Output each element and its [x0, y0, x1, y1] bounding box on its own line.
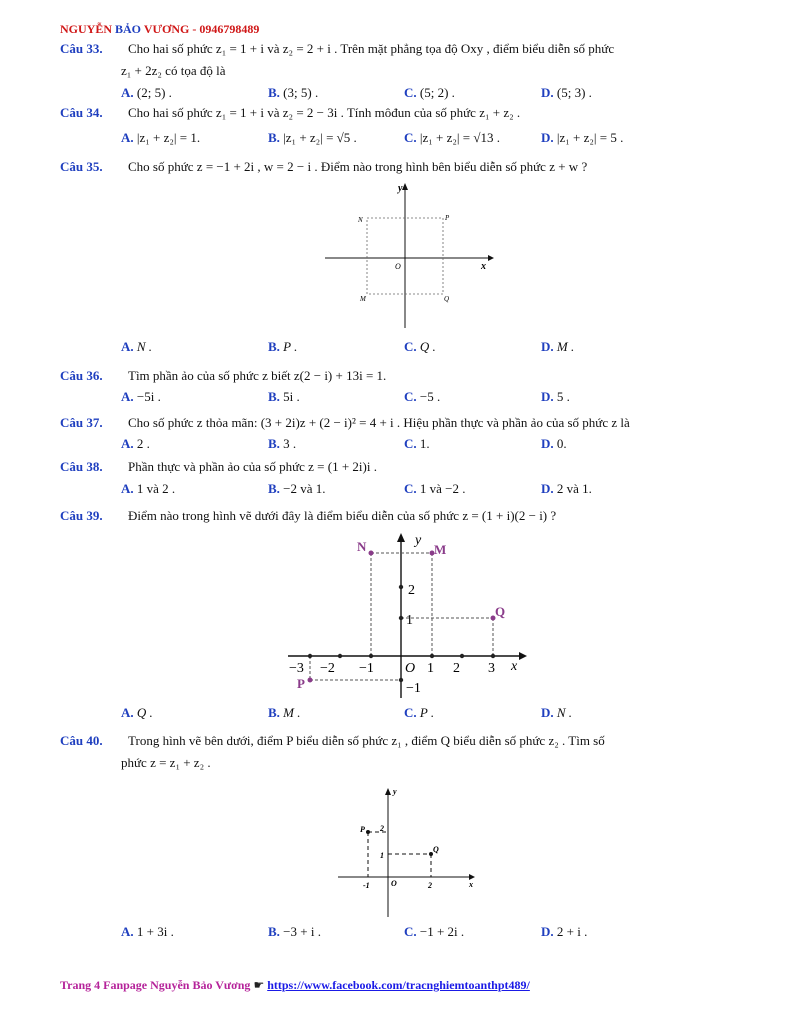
option-letter: C.: [404, 130, 417, 145]
axis-dot: [399, 585, 403, 589]
dashed-guides: [368, 832, 431, 877]
q37-number: Câu 37.: [60, 415, 103, 430]
x-label: x: [511, 659, 518, 674]
option-text: 1 + 3i .: [136, 924, 174, 939]
page-footer: [60, 978, 530, 993]
option-text: M .: [283, 705, 301, 720]
option-letter: A.: [121, 339, 134, 354]
q33-option-a[interactable]: [121, 85, 172, 101]
origin-label: O: [395, 262, 401, 271]
xtick-2: 2: [428, 881, 432, 890]
point-n-label: N: [357, 539, 367, 554]
xtick-neg2: −2: [320, 661, 335, 676]
option-text: 1.: [419, 436, 430, 451]
option-letter: C.: [404, 85, 417, 100]
option-letter: A.: [121, 85, 134, 100]
option-text: M .: [556, 339, 575, 354]
q34-option-c[interactable]: [404, 130, 500, 146]
option-text: |z₁ + z₂| = √5 .: [283, 130, 357, 145]
x-label: x: [469, 880, 473, 889]
q36-option-c[interactable]: [404, 389, 440, 405]
axis-dot: [399, 616, 403, 620]
option-text: P .: [283, 339, 298, 354]
option-text: Q .: [419, 339, 436, 354]
axis-dot: [338, 654, 342, 658]
axis-dot: [308, 654, 312, 658]
q33-option-b[interactable]: [268, 85, 318, 101]
q38-option-a[interactable]: [121, 481, 175, 497]
option-letter: C.: [404, 436, 417, 451]
point-p: [308, 678, 313, 683]
option-letter: C.: [404, 481, 417, 496]
y-label: y: [393, 787, 397, 796]
option-letter: A.: [121, 481, 134, 496]
q33-text-line2: z₁ + 2z₂ có tọa độ là: [121, 63, 226, 78]
option-text: (5; 2) .: [419, 85, 455, 100]
point-q-label: Q: [433, 845, 439, 854]
option-letter: B.: [268, 705, 280, 720]
ytick-1: 1: [406, 613, 413, 628]
q34-option-d[interactable]: [541, 130, 623, 146]
q39-text-line1: Điểm nào trong hình vẽ dưới đây là điểm biểu diễn của số phức z = (1 + i)(2 − i) ?: [128, 508, 557, 523]
ytick-2: 2: [408, 583, 415, 598]
option-text: P .: [419, 705, 435, 720]
option-text: 1 và 2 .: [136, 481, 176, 496]
q36-number: Câu 36.: [60, 368, 103, 383]
option-letter: C.: [404, 339, 417, 354]
axis-dot: [369, 654, 373, 658]
q35-option-c[interactable]: [404, 339, 436, 355]
option-text: 2 + i .: [556, 924, 588, 939]
q38-option-c[interactable]: [404, 481, 466, 497]
q40-figure: [335, 785, 485, 920]
q38-option-b[interactable]: [268, 481, 326, 497]
y-axis-arrow: [402, 183, 408, 190]
header-part1: NGUYỄN: [60, 22, 113, 36]
q35-figure: [320, 180, 500, 332]
y-label: y: [415, 533, 422, 548]
option-text: −1 + 2i .: [419, 924, 465, 939]
q33-text-line1: Cho hai số phức z₁ = 1 + i và z₂ = 2 + i . Trên mặt phẳng tọa độ Oxy , điểm biểu diễn số phức: [128, 41, 615, 56]
q34-option-b[interactable]: [268, 130, 357, 146]
option-letter: D.: [541, 339, 554, 354]
q40-text-line1: Trong hình vẽ bên dưới, điểm P biểu diễn số phức z₁ , điểm Q biểu diễn số phức z₂ . Tìm số: [128, 733, 605, 748]
q35-option-a[interactable]: [121, 339, 152, 355]
option-text: |z₁ + z₂| = 5 .: [556, 130, 624, 145]
q40-number: Câu 40.: [60, 733, 103, 748]
option-letter: A.: [121, 436, 134, 451]
option-text: (2; 5) .: [136, 85, 172, 100]
xtick-1: 1: [427, 661, 434, 676]
option-letter: B.: [268, 389, 280, 404]
option-text: |z₁ + z₂| = √13 .: [419, 130, 500, 145]
point-n: [369, 551, 374, 556]
option-letter: B.: [268, 130, 280, 145]
option-text: 0.: [556, 436, 567, 451]
xtick-2: 2: [453, 661, 460, 676]
axis-dot: [460, 654, 464, 658]
y-label: y: [398, 183, 403, 194]
option-text: Q .: [136, 705, 153, 720]
axis-dot: [430, 654, 434, 658]
q34-option-a[interactable]: [121, 130, 200, 146]
option-letter: B.: [268, 436, 280, 451]
q38-number: Câu 38.: [60, 459, 103, 474]
option-text: −5 .: [419, 389, 441, 404]
option-letter: D.: [541, 85, 554, 100]
y-axis-arrow: [397, 533, 405, 542]
q37-option-b[interactable]: [268, 436, 296, 452]
option-letter: B.: [268, 924, 280, 939]
point-p-label: P: [445, 214, 450, 222]
y-axis-arrow: [385, 788, 391, 795]
q37-option-a[interactable]: [121, 436, 150, 452]
option-letter: A.: [121, 389, 134, 404]
option-letter: B.: [268, 481, 280, 496]
point-p-label: P: [297, 676, 305, 691]
option-text: 2 và 1.: [556, 481, 592, 496]
origin-label: O: [391, 879, 397, 888]
xtick-neg3: −3: [289, 661, 304, 676]
q33-number: Câu 33.: [60, 41, 103, 56]
xtick-3: 3: [488, 661, 495, 676]
q40-option-b[interactable]: [268, 924, 321, 940]
q36-text-line1: Tìm phần ảo của số phức z biết z(2 − i) + 13i = 1.: [128, 368, 387, 383]
q35-number: Câu 35.: [60, 159, 103, 174]
option-text: N .: [136, 339, 153, 354]
x-axis-arrow: [519, 652, 527, 660]
xtick-neg1: −1: [359, 661, 374, 676]
q33-option-c[interactable]: [404, 85, 455, 101]
point-m-label: M: [434, 542, 447, 557]
q37-option-d[interactable]: [541, 436, 567, 452]
option-text: 5i .: [283, 389, 300, 404]
q39-option-d[interactable]: [541, 705, 572, 721]
pointing-hand-icon: ☛: [253, 978, 265, 992]
option-letter: D.: [541, 481, 554, 496]
option-letter: C.: [404, 924, 417, 939]
option-letter: D.: [541, 705, 554, 720]
header-part2: BẢO: [115, 22, 142, 36]
q37-option-c[interactable]: [404, 436, 430, 452]
q40-option-a[interactable]: [121, 924, 174, 940]
q36-option-b[interactable]: [268, 389, 300, 405]
q35-option-b[interactable]: [268, 339, 297, 355]
option-text: −3 + i .: [283, 924, 321, 939]
header-part3: VƯƠNG - 0946798489: [143, 22, 260, 36]
ytick-1: 1: [380, 851, 384, 860]
option-letter: D.: [541, 924, 554, 939]
footer-text: Trang 4 Fanpage Nguyễn Bảo Vương: [60, 978, 251, 992]
page-header: [60, 22, 259, 37]
axis-dot: [399, 678, 403, 682]
point-p: [366, 830, 370, 834]
q34-text-line1: Cho hai số phức z₁ = 1 + i và z₂ = 2 − 3i . Tính môđun của số phức z₁ + z₂ .: [128, 105, 521, 120]
option-text: N .: [556, 705, 573, 720]
option-text: (5; 3) .: [556, 85, 592, 100]
option-text: 1 và −2 .: [419, 481, 466, 496]
q36-option-a[interactable]: [121, 389, 161, 405]
point-p-label: P: [360, 825, 365, 834]
option-letter: B.: [268, 85, 280, 100]
origin-label: O: [405, 661, 416, 676]
q40-option-d[interactable]: [541, 924, 587, 940]
option-text: 5 .: [556, 389, 570, 404]
option-letter: C.: [404, 705, 417, 720]
point-q-label: Q: [495, 604, 506, 619]
point-m-label: M: [360, 295, 366, 303]
option-letter: A.: [121, 705, 134, 720]
q33-option-d[interactable]: [541, 85, 592, 101]
option-letter: A.: [121, 924, 134, 939]
option-text: |z₁ + z₂| = 1.: [136, 130, 201, 145]
axis-dot: [491, 654, 495, 658]
xtick-neg1: -1: [363, 881, 370, 890]
option-text: 2 .: [136, 436, 150, 451]
ytick-2: 2: [380, 824, 384, 833]
option-letter: D.: [541, 389, 554, 404]
q40-text-line2: phức z = z₁ + z₂ .: [121, 755, 211, 770]
facebook-link[interactable]: https://www.facebook.com/tracnghiemtoanthpt489/: [267, 978, 530, 992]
q37-text-line1: Cho số phức z thỏa mãn: (3 + 2i)z + (2 − i)² = 4 + i . Hiệu phần thực và phần ảo của số phức z là: [128, 415, 630, 430]
q38-option-d[interactable]: [541, 481, 592, 497]
option-letter: B.: [268, 339, 280, 354]
point-q-label: Q: [444, 295, 450, 303]
q34-number: Câu 34.: [60, 105, 103, 120]
option-text: −5i .: [136, 389, 161, 404]
q35-option-d[interactable]: [541, 339, 574, 355]
q39-option-c[interactable]: [404, 705, 434, 721]
q39-option-a[interactable]: [121, 705, 153, 721]
ytick-neg1: −1: [406, 681, 421, 696]
option-letter: D.: [541, 436, 554, 451]
option-text: −2 và 1.: [283, 481, 326, 496]
option-letter: A.: [121, 130, 134, 145]
option-letter: D.: [541, 130, 554, 145]
option-text: 3 .: [283, 436, 297, 451]
point-n-label: N: [358, 216, 363, 224]
x-label: x: [481, 261, 486, 272]
q36-option-d[interactable]: [541, 389, 570, 405]
q40-option-c[interactable]: [404, 924, 464, 940]
x-axis-arrow: [488, 255, 494, 261]
q35-text-line1: Cho số phức z = −1 + 2i , w = 2 − i . Điểm nào trong hình bên biểu diễn số phức z + w ?: [128, 159, 588, 174]
option-text: (3; 5) .: [283, 85, 319, 100]
q38-text-line1: Phần thực và phần ảo của số phức z = (1 + 2i)i .: [128, 459, 377, 474]
q39-number: Câu 39.: [60, 508, 103, 523]
q39-option-b[interactable]: [268, 705, 301, 721]
q39-figure: [285, 530, 530, 700]
option-letter: C.: [404, 389, 417, 404]
